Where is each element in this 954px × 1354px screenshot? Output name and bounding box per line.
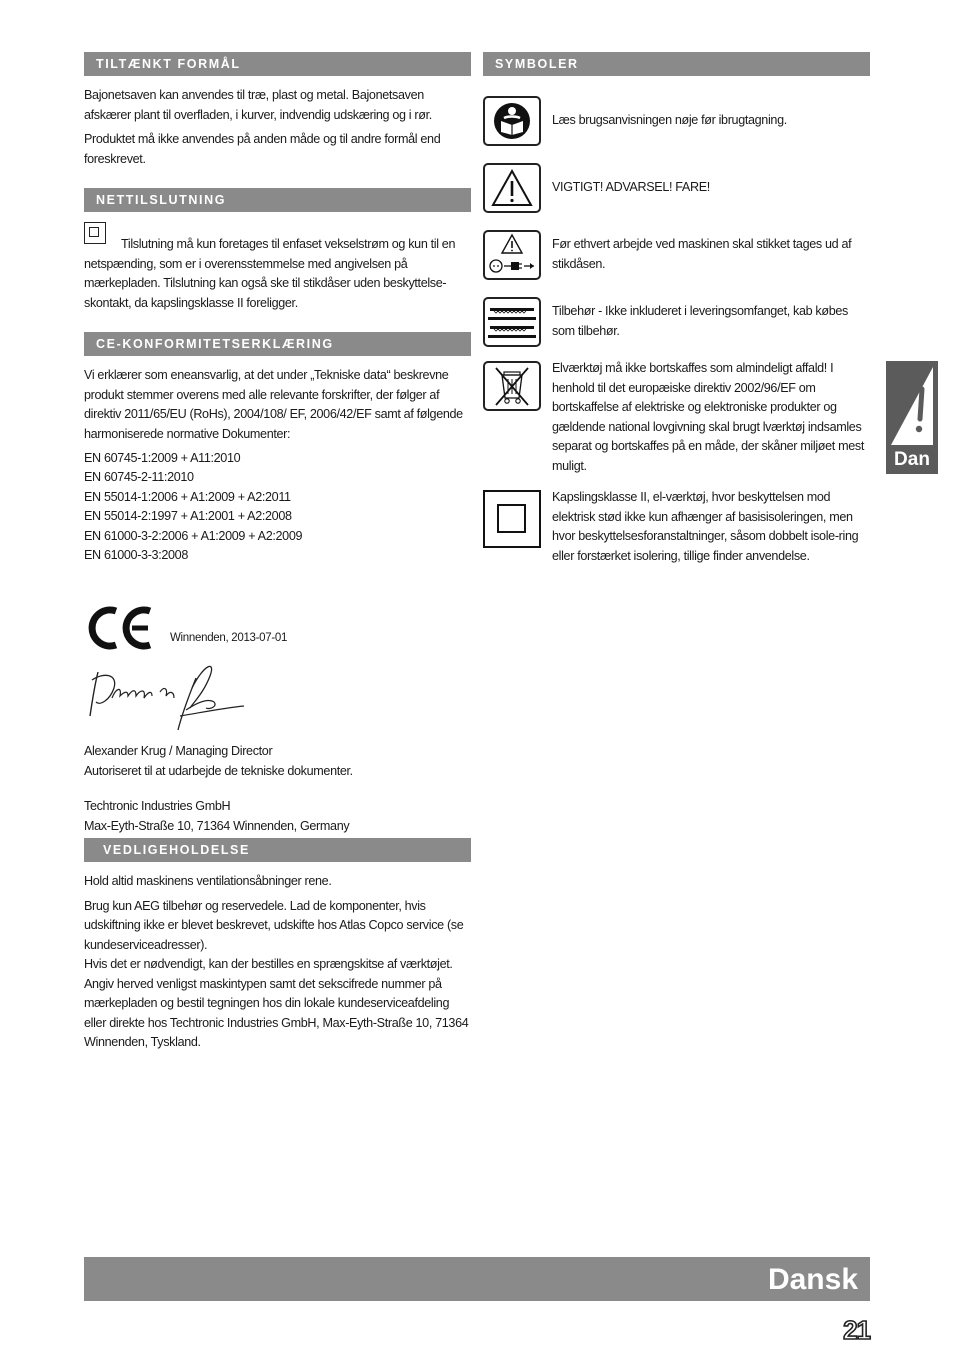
class-ii-inner-square bbox=[497, 504, 526, 533]
right-column bbox=[483, 52, 870, 566]
ce-standard-item: EN 55014-1:2006 + A1:2009 + A2:2011 bbox=[84, 489, 291, 504]
company-address: Max-Eyth-Straße 10, 71364 Winnenden, Germany bbox=[84, 818, 350, 833]
symbol-row bbox=[483, 297, 870, 347]
symbol-text: Læs brugsanvisningen nøje før ibrugtagning. bbox=[552, 113, 787, 127]
ce-mark-icon bbox=[86, 605, 156, 651]
symbol-row bbox=[483, 96, 870, 146]
nettilslutning-text-content: Tilslutning må kun foretages til enfaset vekselstrøm og kun til en netspænding, som er i overensstemmelse med angivelsen på mærkepladen. Tilslutning kan også ske til stikdåser uden beskyttelse-skontakt, da kapslingsklasse II foreligger. bbox=[84, 237, 456, 310]
ce-standards-list bbox=[84, 449, 471, 565]
ce-standard-item: EN 60745-1:2009 + A11:2010 bbox=[84, 451, 241, 465]
symbol-row bbox=[483, 488, 870, 566]
tiltaenkt-paragraph-1: Bajonetsaven kan anvendes til træ, plast og metal. Bajonetsaven afskærer plant til overfladen, i kurver, indvendig udskæring og i rør. bbox=[84, 88, 432, 122]
ce-standard-item: EN 55014-2:1997 + A1:2001 + A2:2008 bbox=[84, 509, 292, 524]
signatory-block bbox=[84, 742, 471, 836]
ce-mark-row bbox=[84, 603, 471, 658]
symbol-text: Elværktøj må ikke bortskaffes som almindeligt affald! I henhold til det europæiske direktiv 2002/96/EF om bortskaffelse af elektriske og elektroniske produkter og gældende national lovgivning skal brugt lværktøj indsamles separat og bortskaffes på en måde, der skåner miljøet mest muligt. bbox=[552, 361, 864, 473]
footer-language-bar bbox=[84, 1257, 870, 1301]
section-heading-ce: CE-KONFORMITETSERKLÆRING bbox=[84, 332, 471, 356]
section-heading-tiltaenkt: TILTÆNKT FORMÅL bbox=[84, 52, 471, 76]
saw-blades-icon bbox=[483, 297, 541, 347]
ce-standard-item: EN 61000-3-2:2006 + A1:2009 + A2:2009 bbox=[84, 528, 303, 543]
symbol-text: Tilbehør - Ikke inkluderet i leveringsomfanget, kab købes som tilbehør. bbox=[552, 304, 848, 338]
ce-standard-item: EN 61000-3-3:2008 bbox=[84, 548, 188, 563]
page-number: 21 bbox=[843, 1315, 870, 1345]
vedligeholdelse-paragraph-2: Brug kun AEG tilbehør og reservedele. Lad de komponenter, hvis udskiftning ikke er blevet beskrevet, udskifte hos Atlas Copco service (se kundeserviceadresser). bbox=[84, 898, 464, 952]
section-heading-symboler: SYMBOLER bbox=[483, 52, 870, 76]
class-ii-double-square-icon bbox=[483, 490, 541, 548]
symbol-text: VIGTIGT! ADVARSEL! FARE! bbox=[552, 180, 710, 194]
section-heading-vedligeholdelse: VEDLIGEHOLDELSE bbox=[84, 838, 471, 862]
side-tab-label: Dan bbox=[894, 449, 930, 470]
vedligeholdelse-paragraph-3: Hvis det er nødvendigt, kan der bestilles en sprængskitse af værktøjet. Angiv herved venligst maskintypen samt det sekscifrede nummer på mærkepladen og bestil tegningen hos din lokale kundeserviceafdeling eller direkte hos Techtronic Industries GmbH, Max-Eyth-Straße 10, 71364 Winnenden, Tyskland. bbox=[84, 957, 469, 1050]
nettilslutning-block bbox=[84, 222, 471, 313]
class-ii-square-icon bbox=[84, 222, 106, 244]
symbol-row bbox=[483, 230, 870, 280]
symbol-row bbox=[483, 163, 870, 213]
footer-language-label: Dansk bbox=[767, 1263, 858, 1296]
left-column bbox=[84, 52, 471, 1058]
read-manual-icon bbox=[483, 96, 541, 146]
company-name: Techtronic Industries GmbH bbox=[84, 799, 231, 814]
ce-standard-item: EN 60745-2-11:2010 bbox=[84, 470, 194, 485]
symbol-text: Før ethvert arbejde ved maskinen skal stikket tages ud af stikdåsen. bbox=[552, 237, 852, 271]
language-side-tab bbox=[886, 361, 938, 474]
symbol-row bbox=[483, 359, 870, 476]
place-date: Winnenden, 2013-07-01 bbox=[170, 632, 288, 645]
unplug-warning-icon bbox=[483, 230, 541, 280]
authorized-text: Autoriseret til at udarbejde de tekniske dokumenter. bbox=[84, 763, 353, 778]
weee-crossed-bin-icon bbox=[483, 361, 541, 411]
warning-triangle-icon bbox=[483, 163, 541, 213]
vedligeholdelse-paragraph-1: Hold altid maskinens ventilationsåbninger rene. bbox=[84, 874, 332, 889]
signatory-name: Alexander Krug / Managing Director bbox=[84, 744, 273, 759]
ce-declaration-text: Vi erklærer som eneansvarlig, at det under „Tekniske data“ beskrevne produkt stemmer overens med alle relevante forskrifter, der følger af direktiv 2011/65/EU (RoHs), 2004/108/ EF, 2006/42/EF samt af følgende harmoniserede normative Dokumenter: bbox=[84, 368, 463, 441]
symbol-text: Kapslingsklasse II, el-værktøj, hvor beskyttelsen mod elektrisk stød ikke kun afhænger af basisisoleringen, men hvor beskyttelsesforanstaltninger, såsom dobbelt isole-ring eller forstærket isolering, tillige finder anvendelse. bbox=[552, 490, 859, 563]
tiltaenkt-paragraph-2: Produktet må ikke anvendes på anden måde og til andre formål end foreskrevet. bbox=[84, 132, 441, 166]
warning-exclamation-icon bbox=[889, 365, 935, 447]
nettilslutning-text bbox=[84, 222, 471, 313]
section-heading-nettilslutning: NETTILSLUTNING bbox=[84, 188, 471, 212]
signature-icon bbox=[84, 658, 254, 738]
